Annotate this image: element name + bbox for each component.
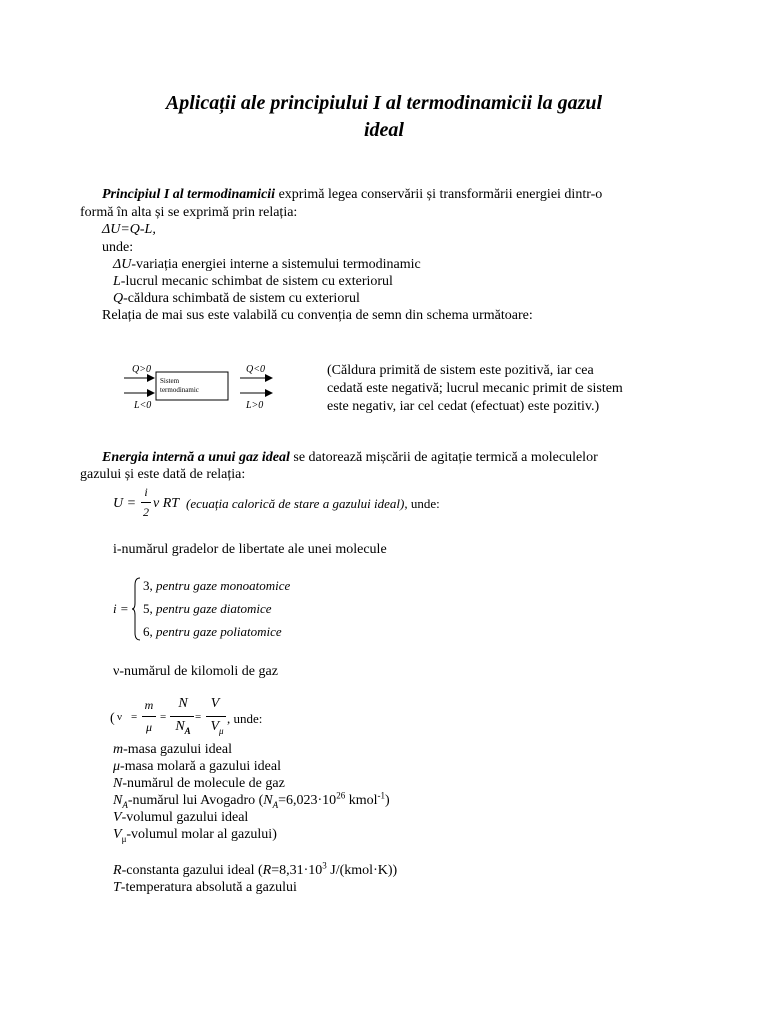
system-box-label-2: termodinamic: [160, 386, 199, 394]
frac-bar-3: [206, 716, 226, 717]
def-r: R-constanta gazului ideal ($R=8,31\cdot 10^3$ J/(kmol·K)): [113, 860, 398, 878]
l-negative-label: L<0: [134, 400, 152, 411]
sign-convention-diagram: [100, 358, 300, 414]
system-box-label-1: Sistem: [160, 377, 180, 385]
frac-bar-1: [142, 716, 156, 717]
frac-m: m: [144, 698, 154, 712]
case-diatomic: 5, pentru gaze diatomice: [143, 601, 272, 616]
equals-1: =: [131, 711, 138, 723]
frac-na: $N_A$: [175, 719, 191, 736]
page-title: Aplicații ale principiului I al termodinamicii la gazul ideal: [165, 92, 603, 141]
frac-mu: μ: [145, 720, 153, 734]
sign-note-line3: este negativ, iar cel cedat (efectuat) este pozitiv.): [327, 399, 600, 414]
def-na: $N_A$-numărul lui Avogadro ($N_A=6,023\cdot 10^{26}$ kmol$^{-1}$): [113, 790, 390, 810]
fraction-i-denominator: 2: [143, 505, 149, 519]
def-mu: μ-masa molară a gazului ideal: [113, 759, 281, 774]
sign-note-line2: cedată este negativă; lucrul mecanic primit de sistem: [327, 381, 623, 396]
sign-note-line1: (Căldura primită de sistem este pozitivă, iar cea: [327, 363, 594, 378]
case-monoatomic: 3, pentru gaze monoatomice: [143, 578, 291, 593]
fraction-bar: [141, 502, 151, 503]
def-v: V-volumul gazului ideal: [113, 810, 249, 825]
nu-tail: , unde:: [227, 711, 263, 726]
def-m: m-masa gazului ideal: [113, 742, 232, 757]
l-positive-label: L>0: [246, 400, 264, 411]
internal-energy-paragraph-line1: Energia internă a unui gaz ideal se datorează mișcării de agitație termică a moleculelor: [102, 450, 598, 465]
q-negative-label: Q<0: [246, 364, 265, 375]
frac-n: N: [178, 696, 188, 711]
def-q: Q-căldura schimbată de sistem cu exteriorul: [113, 291, 360, 306]
internal-energy-term: Energia internă a unui gaz ideal: [102, 450, 290, 465]
principle-paragraph-line2: formă în alta și se exprimă prin relația:: [80, 205, 298, 220]
def-n: N-numărul de molecule de gaz: [113, 776, 285, 791]
fraction-i-numerator: i: [144, 485, 148, 499]
equals-3: =: [195, 711, 202, 723]
equation-rhs: ν RT: [153, 496, 180, 511]
i-definition: i-numărul gradelor de libertate ale unei molecule: [113, 542, 387, 557]
first-law-formula: ΔU=Q-L,: [102, 222, 156, 237]
nu-definition: ν-numărul de kilomoli de gaz: [113, 664, 278, 679]
case-polyatomic: 6, pentru gaze poliatomice: [143, 624, 282, 639]
nu-symbol: ν: [117, 711, 122, 723]
sign-convention-text: Relația de mai sus este valabilă cu convenția de semn din schema următoare:: [102, 308, 533, 323]
principle-paragraph-line1: Principiul I al termodinamicii exprimă legea conservării și transformării energiei dintr-o: [102, 187, 603, 202]
internal-energy-paragraph-line2: gazului și este dată de relația:: [80, 467, 246, 482]
caloric-equation-note: (ecuația calorică de stare a gazului ideal), unde:: [186, 496, 440, 511]
left-brace: [132, 577, 142, 641]
def-t: T-temperatura absolută a gazului: [113, 880, 297, 895]
nu-open-paren: (: [110, 711, 115, 726]
frac-bar-2: [170, 716, 194, 717]
def-l: L-lucrul mecanic schimbat de sistem cu exteriorul: [113, 274, 393, 289]
def-vmu: $V_\mu$-volumul molar al gazului): [113, 827, 277, 844]
frac-vmu: $V_\mu$: [210, 719, 224, 736]
equation-lhs: U =: [113, 496, 137, 511]
frac-v: V: [210, 696, 220, 711]
def-delta-u: ΔU-variația energiei interne a sistemului termodinamic: [113, 257, 421, 272]
q-positive-label: Q>0: [132, 364, 151, 375]
unde-label: unde:: [102, 240, 134, 255]
principle-term: Principiul I al termodinamicii: [102, 187, 276, 202]
i-cases-lhs: i =: [113, 601, 129, 616]
equals-2: =: [160, 711, 167, 723]
